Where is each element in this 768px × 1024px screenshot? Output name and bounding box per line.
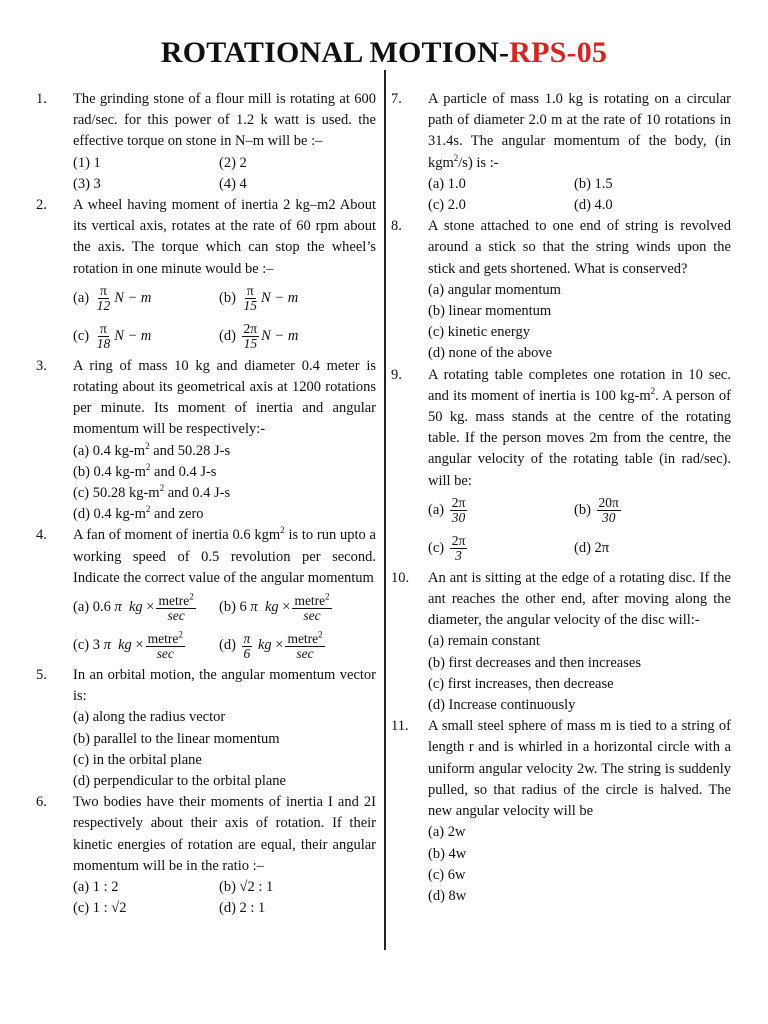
option-c: (c) in the orbital plane <box>73 751 202 768</box>
options <box>428 492 731 568</box>
metre: metre <box>158 592 190 608</box>
numerator: π <box>246 283 254 299</box>
option-b <box>574 492 731 530</box>
question-number: 7. <box>391 91 402 107</box>
metre: metre <box>294 592 326 608</box>
option-a: (a) remain constant <box>428 633 540 650</box>
option-b: (2) 2 <box>219 154 247 171</box>
option-a <box>73 280 219 318</box>
option-a <box>73 589 219 627</box>
unit: kg <box>128 599 143 616</box>
option-label: (d) <box>219 637 236 654</box>
option-c: (c) 1 : √2 <box>73 900 127 917</box>
option-c: (c) 6w <box>428 866 466 883</box>
denominator: 15 <box>243 336 258 352</box>
question-text: A stone attached to one end of string is revolved around a stick so that the string winds upon the stick and gets shortened. What is conserved? <box>428 218 731 277</box>
question-11 <box>391 716 731 907</box>
page-title <box>0 36 768 70</box>
option-text: and zero <box>150 506 204 523</box>
question-6 <box>36 792 376 919</box>
times-symbol: × <box>146 599 155 616</box>
superscript: 2 <box>280 525 285 536</box>
numerator: π <box>100 283 107 299</box>
question-number: 2. <box>36 197 47 214</box>
unit: N − m <box>114 328 152 345</box>
superscript: 2 <box>650 386 656 397</box>
option-b: (b) first decreases and then increases <box>428 654 641 671</box>
option-d: (d) none of the above <box>428 345 553 362</box>
option-label: (c) <box>428 540 445 557</box>
option-b: (b) parallel to the linear momentum <box>73 730 280 747</box>
times-symbol: × <box>282 599 291 616</box>
option-c: (c) 2.0 <box>428 197 466 214</box>
question-text <box>73 525 376 589</box>
numerator <box>146 629 185 647</box>
superscript: 2 <box>318 629 323 640</box>
question-number: 3. <box>36 357 47 374</box>
question-text: A small steel sphere of mass m is tied to a string of length r and is whirled in a horizontal circle with a uniform angular velocity 2w. The string is suddenly pulled, so that radius of the circle is halved. The new angular velocity will be <box>428 718 731 820</box>
option-text: and 50.28 J-s <box>149 442 231 459</box>
option-a: (a) 1.0 <box>428 175 466 192</box>
question-text-part: A rotating table completes one rotation in 10 sec. and its moment of inertia is 100 kg-m <box>428 366 731 404</box>
question-7 <box>391 89 731 216</box>
question-9 <box>391 365 731 568</box>
numerator <box>285 629 324 647</box>
option-text: and 0.4 J-s <box>164 485 231 502</box>
option-d: (d) 2π <box>574 540 610 557</box>
superscript: 2 <box>325 591 330 602</box>
superscript: 2 <box>453 152 459 163</box>
question-text-part: /s) is :- <box>458 154 499 171</box>
option-a: (1) 1 <box>73 154 101 171</box>
option-label: (a) <box>73 290 90 307</box>
numerator: 2π <box>451 495 466 511</box>
numerator <box>156 591 195 609</box>
option-label: (a) <box>428 502 445 519</box>
denominator: 18 <box>96 336 111 352</box>
option-label: (d) <box>219 328 236 345</box>
question-number: 10. <box>391 569 410 586</box>
option-b: (b) 1.5 <box>574 175 613 192</box>
left-column <box>36 89 376 920</box>
question-text-part: A particle of mass 1.0 kg is rotating on a circular path of diameter 2.0 m at the rate of 10 rotations in 31.4s. The angular momentum of the body, (in kgm <box>428 91 731 171</box>
question-text-part: is to run upto a working speed of 0.5 revolution per second. Indicate the correct value of the angular momentum <box>73 527 376 586</box>
options <box>73 280 376 356</box>
numerator <box>292 591 331 609</box>
option-b: (b) √2 : 1 <box>219 879 274 896</box>
options <box>73 589 376 665</box>
times-symbol: × <box>275 637 284 654</box>
metre: metre <box>287 630 319 646</box>
option-a: (a) 2w <box>428 824 466 841</box>
option-d: (4) 4 <box>219 175 247 192</box>
option-c: (3) 3 <box>73 175 101 192</box>
question-text: The grinding stone of a flour mill is rotating at 600 rad/sec. for this power of 1.2 k watt is used. the effective torque on stone in N–m will be :– <box>73 91 376 150</box>
denominator: 30 <box>601 510 616 526</box>
fraction <box>95 284 113 313</box>
numerator: π <box>243 630 251 646</box>
question-text: A ring of mass 10 kg and diameter 0.4 meter is rotating about its geometrical axis at 1200 rotations per minute. Its moment of inertia and angular momentum will be respectively:- <box>73 357 376 438</box>
question-2 <box>36 195 376 356</box>
numerator: π <box>100 321 107 337</box>
question-text <box>428 365 731 492</box>
option-text: (c) 50.28 kg-m <box>73 485 160 502</box>
option-text: (a) 0.4 kg-m <box>73 442 146 459</box>
option-a <box>428 492 574 530</box>
question-number: 8. <box>391 218 402 235</box>
denominator: sec <box>296 645 314 661</box>
question-5 <box>36 665 376 792</box>
unit: kg <box>118 637 132 654</box>
denominator: 12 <box>96 298 111 314</box>
option-c <box>73 318 219 356</box>
question-number: 5. <box>36 667 47 684</box>
option-label: (c) 3 <box>73 637 100 654</box>
superscript: 2 <box>145 440 150 451</box>
option-c <box>73 627 219 665</box>
option-label: (b) <box>219 290 236 307</box>
options <box>73 153 376 195</box>
denominator: 15 <box>243 298 258 314</box>
fraction <box>242 322 260 351</box>
option-d <box>219 627 376 665</box>
option-d: (d) Increase continuously <box>428 697 576 714</box>
fraction <box>156 591 195 623</box>
question-text <box>428 89 731 174</box>
question-number: 4. <box>36 527 47 544</box>
option-label: (c) <box>73 328 90 345</box>
question-text: Two bodies have their moments of inertia I and 2I respectively about their axis of rotation. If their kinetic energies of rotation are equal, their angular momentum will be in the ratio :– <box>73 794 376 874</box>
unit: kg <box>257 637 272 654</box>
option-d: (d) perpendicular to the orbital plane <box>73 773 286 790</box>
question-1 <box>36 89 376 195</box>
option-d: (d) 8w <box>428 887 467 904</box>
option-c <box>428 530 574 568</box>
title-main: ROTATIONAL MOTION- <box>160 36 510 69</box>
denominator: sec <box>303 607 321 623</box>
option-label: (a) 0.6 <box>73 599 111 616</box>
pi-symbol: π <box>103 637 111 654</box>
question-4 <box>36 525 376 665</box>
superscript: 2 <box>145 462 151 473</box>
option-a: (a) along the radius vector <box>73 709 226 726</box>
fraction <box>450 534 468 563</box>
option-b: (b) 4w <box>428 845 467 862</box>
title-code: RPS-05 <box>509 36 608 69</box>
numerator: 2π <box>451 533 466 549</box>
denominator: 3 <box>455 548 462 564</box>
option-label: (b) <box>574 502 591 519</box>
question-3 <box>36 356 376 526</box>
option-label: (b) 6 <box>219 599 247 616</box>
options <box>73 877 376 919</box>
fraction <box>95 322 113 351</box>
fraction <box>450 496 468 525</box>
option-b <box>219 280 376 318</box>
option-a <box>73 441 376 462</box>
pi-symbol: π <box>250 599 258 616</box>
superscript: 2 <box>159 483 165 494</box>
numerator: 2π <box>243 321 258 337</box>
option-b: (b) linear momentum <box>428 303 552 320</box>
option-a: (a) angular momentum <box>428 281 561 298</box>
unit: N − m <box>261 328 299 345</box>
options <box>428 174 731 216</box>
pi-symbol: π <box>114 599 122 616</box>
fraction <box>292 591 331 623</box>
option-text: (b) 0.4 kg-m <box>73 463 146 480</box>
question-text: A wheel having moment of inertia 2 kg–m2 About its vertical axis, rotates at the rate of 60 rpm about the axis. The torque which can stop the wheel’s rotation in one minute would be :– <box>73 197 376 277</box>
fraction <box>285 629 324 661</box>
option-b <box>73 462 376 483</box>
superscript: 2 <box>178 629 183 640</box>
question-number: 11. <box>391 718 409 735</box>
option-b <box>219 589 376 627</box>
unit: N − m <box>261 290 299 307</box>
metre: metre <box>147 630 179 646</box>
option-c: (c) first increases, then decrease <box>428 675 614 692</box>
option-text: and 0.4 J-s <box>150 463 217 480</box>
question-8 <box>391 216 731 364</box>
denominator: sec <box>167 607 185 623</box>
question-text: An ant is sitting at the edge of a rotating disc. If the ant reaches the other end, after moving along the diameter, the angular velocity of the disc will:- <box>428 569 731 629</box>
option-d: (d) 2 : 1 <box>219 900 266 917</box>
option-d <box>73 504 376 525</box>
option-d: (d) 4.0 <box>574 197 613 214</box>
right-column <box>391 89 731 907</box>
fraction <box>146 629 185 661</box>
unit: N − m <box>114 290 152 307</box>
option-c <box>73 483 376 504</box>
unit: kg <box>264 599 279 616</box>
denominator: sec <box>156 645 174 661</box>
times-symbol: × <box>135 637 144 654</box>
fraction <box>242 284 260 313</box>
fraction <box>242 632 253 661</box>
question-text-part: . A person of 50 kg. mass stands at the centre of the rotating table. If the person moves 2m from the centre, the angular velocity of the rotating table (in rad/sec). will be: <box>428 387 731 489</box>
superscript: 2 <box>189 591 194 602</box>
option-c: (c) kinetic energy <box>428 324 530 341</box>
question-number: 6. <box>36 794 47 811</box>
numerator: 20π <box>598 495 619 511</box>
question-text-part: A fan of moment of inertia 0.6 kgm <box>73 527 281 544</box>
denominator: 30 <box>451 510 466 526</box>
question-10 <box>391 568 731 716</box>
fraction <box>597 496 621 525</box>
question-number: 1. <box>36 91 47 107</box>
superscript: 2 <box>145 504 151 515</box>
option-d <box>219 318 376 356</box>
denominator: 6 <box>243 645 251 661</box>
option-a: (a) 1 : 2 <box>73 879 119 896</box>
column-divider <box>384 70 386 950</box>
option-text: (d) 0.4 kg-m <box>73 506 146 523</box>
question-text: In an orbital motion, the angular momentum vector is: <box>73 667 376 705</box>
question-number: 9. <box>391 366 402 383</box>
